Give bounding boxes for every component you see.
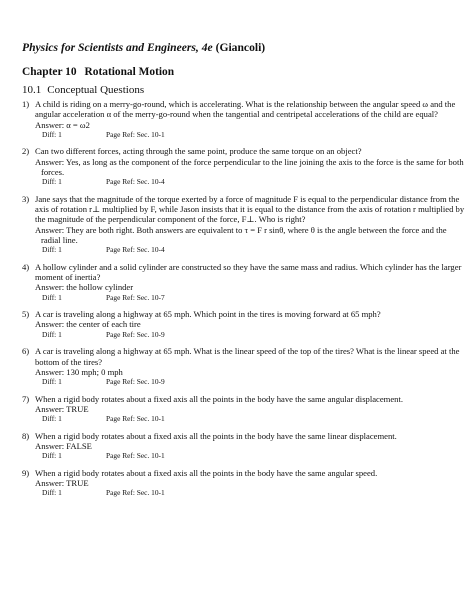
answer-label: Answer:: [35, 441, 65, 452]
page-reference: Page Ref: Sec. 10-9: [106, 329, 165, 339]
question-number: 4): [22, 261, 30, 272]
book-title-main: Physics for Scientists and Engineers, 4e: [22, 41, 213, 54]
question-text: A car is traveling along a highway at 65 mph. What is the linear speed of the top of the tires? What is the linear speed at the bottom of the tires?: [35, 346, 460, 367]
section-title: Conceptual Questions: [47, 84, 145, 96]
answer-value: the center of each tire: [66, 319, 141, 330]
question-text: Can two different forces, acting through the same point, produce the same torque on an object?: [35, 146, 362, 157]
answer-label: Answer:: [35, 224, 65, 235]
answer-line: [22, 367, 466, 377]
difficulty: Diff: 1: [42, 451, 62, 461]
question-text-line: [22, 394, 466, 404]
question-item: [22, 146, 466, 186]
question-meta: [22, 451, 466, 461]
question-meta: [22, 377, 466, 387]
book-title-author: (Giancoli): [215, 41, 266, 54]
question-text-line: [22, 468, 466, 478]
question-item: [22, 262, 466, 302]
question-item: [22, 394, 466, 424]
question-meta: [22, 488, 466, 498]
question-text: When a rigid body rotates about a fixed axis all the points in the body have the same linear displacement.: [35, 430, 397, 441]
question-text-line: [22, 99, 466, 120]
question-text: When a rigid body rotates about a fixed axis all the points in the body have the same angular displacement.: [35, 393, 403, 404]
question-item: [22, 346, 466, 386]
question-text: A child is riding on a merry-go-round, which is accelerating. What is the relationship between the angular speed ω and the angular acceleration α of the merry-go-round when the tangential and centripetal accelerations of the child are equal?: [35, 99, 456, 120]
question-text-line: [22, 262, 466, 283]
question-meta: [22, 177, 466, 187]
page-reference: Page Ref: Sec. 10-7: [106, 292, 165, 302]
answer-label: Answer:: [35, 282, 65, 293]
book-title: [22, 41, 265, 54]
answer-value: They are both right. Both answers are equivalent to τ = F r sinθ, where θ is the angle between the force and the radial line.: [41, 224, 447, 245]
question-meta: [22, 293, 466, 303]
question-number: 8): [22, 430, 30, 441]
answer-label: Answer:: [35, 366, 65, 377]
answer-label: Answer:: [35, 119, 65, 130]
question-item: [22, 99, 466, 139]
question-number: 9): [22, 467, 30, 478]
difficulty: Diff: 1: [42, 414, 62, 424]
question-text-line: [22, 431, 466, 441]
difficulty: Diff: 1: [42, 377, 62, 387]
page-reference: Page Ref: Sec. 10-1: [106, 414, 165, 424]
answer-line: [22, 441, 466, 451]
answer-line: [22, 478, 466, 488]
answer-line: [22, 225, 466, 246]
question-item: [22, 309, 466, 339]
question-text-line: [22, 346, 466, 367]
answer-value: Yes, as long as the component of the force perpendicular to the line joining the axis to the force is the same for both forces.: [41, 156, 464, 177]
question-text: When a rigid body rotates about a fixed axis all the points in the body have the same angular speed.: [35, 467, 378, 478]
chapter-number: Chapter 10: [22, 66, 77, 78]
answer-value: TRUE: [66, 478, 89, 489]
chapter-title: Rotational Motion: [84, 66, 175, 78]
question-item: [22, 194, 466, 255]
answer-value: TRUE: [66, 403, 89, 414]
answer-label: Answer:: [35, 319, 65, 330]
answer-label: Answer:: [35, 403, 65, 414]
difficulty: Diff: 1: [42, 129, 62, 139]
chapter-heading: [22, 66, 174, 78]
page-reference: Page Ref: Sec. 10-4: [106, 245, 165, 255]
page-reference: Page Ref: Sec. 10-4: [106, 177, 165, 187]
difficulty: Diff: 1: [42, 488, 62, 498]
answer-line: [22, 282, 466, 292]
question-meta: [22, 245, 466, 255]
answer-label: Answer:: [35, 156, 65, 167]
answer-value: 130 mph; 0 mph: [66, 366, 123, 377]
answer-value: α = ω2: [66, 119, 90, 130]
page-reference: Page Ref: Sec. 10-9: [106, 377, 165, 387]
question-item: [22, 431, 466, 461]
difficulty: Diff: 1: [42, 329, 62, 339]
answer-line: [22, 319, 466, 329]
question-text-line: [22, 194, 466, 225]
answer-value: the hollow cylinder: [66, 282, 134, 293]
answer-line: [22, 404, 466, 414]
section-number: 10.1: [22, 84, 42, 96]
question-meta: [22, 414, 466, 424]
question-text-line: [22, 146, 466, 156]
question-text: Jane says that the magnitude of the torque exerted by a force of magnitude F is equal to the perpendicular distance from the axis of rotation r⊥ multiplied by F, while Jason insists that it is equal to the distance from the axis of rotation r multiplied by the magnitude of the perpendicular component of the force, F⊥. Who is right?: [35, 193, 465, 225]
difficulty: Diff: 1: [42, 245, 62, 255]
question-number: 1): [22, 99, 30, 109]
page-reference: Page Ref: Sec. 10-1: [106, 129, 165, 139]
question-text-line: [22, 309, 466, 319]
question-number: 2): [22, 146, 30, 157]
page-reference: Page Ref: Sec. 10-1: [106, 451, 165, 461]
question-number: 6): [22, 346, 30, 357]
question-text: A car is traveling along a highway at 65 mph. Which point in the tires is moving forward at 65 mph?: [35, 309, 381, 320]
answer-line: [22, 157, 466, 178]
answer-line: [22, 120, 466, 130]
question-list: [22, 99, 466, 498]
answer-label: Answer:: [35, 478, 65, 489]
question-number: 5): [22, 309, 30, 320]
question-number: 3): [22, 193, 30, 204]
question-meta: [22, 330, 466, 340]
answer-value: FALSE: [66, 441, 92, 452]
difficulty: Diff: 1: [42, 292, 62, 302]
section-heading: [22, 84, 144, 96]
question-number: 7): [22, 393, 30, 404]
question-text: A hollow cylinder and a solid cylinder are constructed so they have the same mass and radius. Which cylinder has the larger moment of inertia?: [35, 261, 462, 283]
question-item: [22, 468, 466, 498]
question-meta: [22, 130, 466, 140]
difficulty: Diff: 1: [42, 177, 62, 187]
page-reference: Page Ref: Sec. 10-1: [106, 488, 165, 498]
